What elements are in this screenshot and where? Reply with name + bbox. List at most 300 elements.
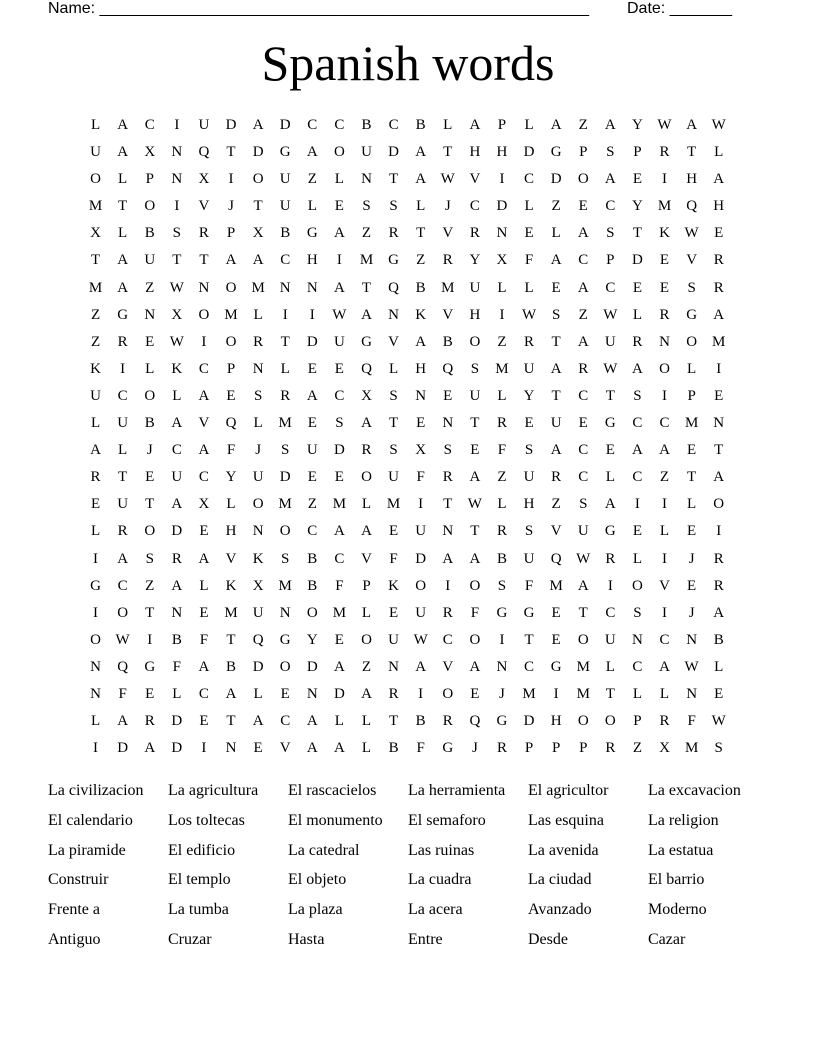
- grid-letter: A: [659, 442, 670, 459]
- name-field-label: Name: _______________________________________________________: [48, 0, 589, 17]
- grid-letter: T: [388, 171, 399, 188]
- grid-letter: V: [198, 415, 210, 432]
- grid-letter: R: [524, 333, 535, 350]
- grid-letter: E: [253, 740, 263, 757]
- grid-letter: W: [576, 550, 591, 567]
- grid-letter: N: [415, 387, 427, 404]
- grid-letter: I: [662, 604, 668, 621]
- grid-letter: J: [228, 198, 234, 215]
- grid-letter: S: [389, 442, 398, 459]
- grid-letter: P: [687, 387, 696, 404]
- grid-letter: A: [713, 171, 725, 188]
- grid-letter: O: [469, 333, 481, 350]
- grid-letter: M: [684, 415, 699, 432]
- grid-letter: A: [361, 685, 372, 702]
- grid-letter: E: [687, 577, 697, 594]
- grid-letter: A: [415, 171, 427, 188]
- grid-letter: V: [198, 198, 210, 215]
- word-list-item: Desde: [528, 930, 568, 948]
- grid-letter: O: [117, 604, 129, 621]
- grid-letter: M: [495, 360, 509, 377]
- grid-letter: N: [225, 740, 237, 757]
- grid-letter: Q: [469, 713, 481, 730]
- grid-letter: U: [144, 252, 156, 269]
- grid-letter: F: [416, 740, 425, 757]
- grid-letter: E: [280, 685, 290, 702]
- grid-letter: Y: [632, 117, 643, 133]
- grid-row: [82, 166, 742, 193]
- grid-letter: P: [226, 360, 236, 377]
- grid-letter: O: [90, 171, 101, 188]
- grid-letter: W: [467, 496, 482, 513]
- word-list-item: Cruzar: [168, 930, 212, 948]
- grid-letter: N: [713, 415, 725, 432]
- grid-letter: L: [497, 279, 507, 296]
- grid-letter: B: [361, 117, 372, 133]
- grid-letter: T: [172, 252, 182, 269]
- grid-row: [82, 329, 742, 356]
- grid-letter: C: [442, 631, 453, 648]
- grid-row: [82, 139, 742, 166]
- grid-letter: O: [252, 171, 264, 188]
- grid-letter: G: [388, 252, 399, 269]
- grid-letter: N: [198, 279, 210, 296]
- grid-letter: C: [659, 415, 670, 432]
- grid-letter: O: [361, 631, 372, 648]
- grid-letter: G: [604, 523, 616, 540]
- grid-letter: I: [716, 523, 722, 540]
- grid-letter: E: [145, 685, 155, 702]
- grid-letter: N: [279, 604, 291, 621]
- grid-letter: U: [388, 631, 399, 648]
- grid-letter: M: [359, 252, 374, 269]
- word-list-item: La agricultura: [168, 782, 259, 799]
- grid-letter: Z: [90, 306, 101, 323]
- grid-letter: E: [334, 469, 344, 486]
- page-title: Spanish words: [261, 35, 555, 91]
- grid-letter: L: [90, 415, 101, 432]
- grid-letter: I: [174, 198, 180, 215]
- grid-letter: O: [577, 171, 589, 188]
- grid-letter: Z: [632, 740, 642, 757]
- grid-letter: R: [496, 415, 507, 432]
- word-list-item: Entre: [408, 930, 443, 948]
- grid-letter: P: [633, 144, 642, 161]
- grid-letter: L: [90, 117, 101, 133]
- grid-letter: L: [524, 117, 534, 133]
- grid-letter: C: [388, 117, 399, 133]
- word-list-item: La catedral: [288, 841, 360, 859]
- grid-letter: L: [659, 685, 670, 702]
- grid-letter: R: [90, 469, 101, 486]
- grid-letter: B: [171, 631, 182, 648]
- grid-letter: O: [577, 631, 589, 648]
- grid-letter: M: [278, 496, 292, 513]
- grid-letter: A: [171, 496, 183, 513]
- grid-letter: E: [470, 442, 480, 459]
- grid-letter: A: [198, 442, 210, 459]
- grid-letter: A: [306, 387, 318, 404]
- grid-letter: W: [603, 360, 618, 377]
- grid-letter: J: [499, 685, 505, 702]
- grid-letter: E: [443, 387, 453, 404]
- grid-letter: C: [605, 604, 616, 621]
- grid-letter: B: [226, 658, 237, 675]
- grid-letter: A: [333, 523, 345, 540]
- grid-row: [82, 491, 742, 518]
- grid-letter: C: [605, 198, 616, 215]
- grid-letter: Z: [551, 496, 561, 513]
- grid-letter: N: [252, 360, 264, 377]
- grid-letter: I: [201, 740, 207, 757]
- grid-letter: B: [415, 117, 426, 133]
- grid-letter: S: [281, 442, 290, 459]
- grid-letter: E: [605, 442, 615, 459]
- grid-letter: A: [333, 279, 345, 296]
- grid-letter: T: [632, 225, 642, 242]
- word-list-item: Las ruinas: [408, 841, 475, 859]
- grid-letter: U: [171, 469, 183, 486]
- grid-letter: N: [144, 306, 156, 323]
- grid-letter: A: [577, 577, 589, 594]
- grid-row: [82, 193, 742, 220]
- grid-letter: N: [686, 631, 698, 648]
- grid-letter: D: [523, 144, 535, 161]
- grid-letter: E: [551, 279, 561, 296]
- grid-letter: B: [307, 550, 318, 567]
- letter-grid: [82, 112, 742, 762]
- grid-letter: A: [632, 442, 643, 459]
- grid-letter: I: [228, 171, 234, 188]
- grid-letter: A: [415, 333, 427, 350]
- grid-letter: A: [550, 442, 562, 459]
- grid-letter: V: [659, 577, 670, 594]
- grid-letter: E: [334, 631, 344, 648]
- grid-letter: C: [307, 523, 318, 540]
- grid-letter: G: [550, 144, 562, 161]
- grid-letter: A: [469, 658, 481, 675]
- grid-letter: X: [659, 740, 670, 757]
- grid-letter: J: [444, 198, 451, 215]
- grid-letter: G: [604, 415, 616, 432]
- grid-letter: A: [90, 442, 101, 459]
- grid-letter: U: [252, 604, 264, 621]
- grid-letter: Y: [469, 252, 481, 269]
- word-list-item: El objeto: [288, 871, 347, 889]
- grid-letter: N: [306, 685, 318, 702]
- word-list-item: La plaza: [288, 901, 343, 919]
- grid-letter: S: [145, 550, 154, 567]
- word-list-item: La avenida: [528, 841, 599, 859]
- grid-letter: A: [198, 550, 210, 567]
- grid-letter: B: [496, 550, 507, 567]
- grid-letter: Q: [361, 360, 372, 377]
- grid-letter: I: [336, 252, 342, 269]
- grid-letter: R: [388, 225, 399, 242]
- grid-letter: R: [198, 225, 209, 242]
- grid-letter: H: [469, 306, 481, 323]
- grid-letter: B: [442, 333, 453, 350]
- grid-letter: T: [524, 631, 534, 648]
- grid-letter: F: [389, 550, 398, 567]
- grid-letter: R: [659, 306, 670, 323]
- grid-letter: C: [578, 469, 589, 486]
- grid-letter: K: [171, 360, 183, 377]
- grid-letter: A: [361, 306, 372, 323]
- grid-letter: N: [496, 658, 508, 675]
- grid-letter: D: [523, 713, 535, 730]
- grid-letter: T: [90, 252, 101, 269]
- grid-letter: S: [470, 360, 480, 377]
- grid-letter: J: [471, 740, 478, 757]
- grid-letter: E: [388, 523, 399, 540]
- grid-letter: L: [172, 387, 182, 404]
- grid-letter: S: [443, 442, 452, 459]
- grid-letter: L: [280, 360, 290, 377]
- grid-letter: E: [307, 415, 317, 432]
- grid-letter: W: [332, 306, 347, 323]
- grid-letter: L: [118, 442, 128, 459]
- grid-letter: F: [687, 713, 696, 730]
- grid-letter: M: [712, 333, 726, 350]
- grid-letter: D: [225, 117, 237, 133]
- grid-letter: U: [604, 333, 616, 350]
- word-list-item: El semaforo: [408, 811, 486, 829]
- grid-letter: W: [603, 306, 618, 323]
- word-list-item: La excavacion: [648, 782, 741, 799]
- grid-letter: N: [90, 658, 101, 675]
- grid-letter: I: [662, 496, 668, 513]
- grid-letter: S: [389, 198, 398, 215]
- grid-letter: N: [252, 523, 264, 540]
- grid-letter: S: [606, 144, 615, 161]
- grid-letter: Z: [361, 225, 372, 242]
- grid-letter: B: [280, 225, 291, 242]
- grid-letter: I: [201, 333, 207, 350]
- grid-letter: N: [361, 171, 372, 188]
- grid-letter: A: [361, 415, 372, 432]
- grid-letter: A: [469, 117, 481, 133]
- grid-letter: C: [632, 469, 643, 486]
- grid-letter: E: [551, 631, 561, 648]
- grid-letter: U: [388, 469, 399, 486]
- grid-letter: L: [361, 713, 372, 730]
- grid-letter: A: [713, 306, 725, 323]
- grid-letter: M: [576, 658, 590, 675]
- grid-letter: Z: [145, 279, 155, 296]
- grid-letter: S: [524, 442, 534, 459]
- grid-letter: S: [281, 550, 290, 567]
- grid-letter: G: [279, 144, 291, 161]
- word-list-item: La estatua: [648, 841, 714, 859]
- grid-letter: T: [687, 469, 697, 486]
- grid-letter: W: [413, 631, 428, 648]
- grid-letter: O: [361, 469, 372, 486]
- grid-letter: N: [279, 279, 291, 296]
- grid-letter: A: [306, 713, 318, 730]
- word-list-item: La religion: [648, 811, 719, 829]
- grid-letter: D: [388, 144, 399, 161]
- grid-letter: L: [443, 117, 453, 133]
- grid-letter: S: [606, 225, 615, 242]
- grid-letter: N: [171, 144, 183, 161]
- word-list-item: El barrio: [648, 871, 705, 889]
- grid-letter: Q: [252, 631, 264, 648]
- grid-letter: E: [470, 685, 480, 702]
- grid-letter: Z: [416, 252, 426, 269]
- grid-letter: O: [306, 604, 318, 621]
- word-list-item: El agricultor: [528, 782, 609, 799]
- grid-letter: L: [334, 171, 344, 188]
- grid-letter: N: [306, 279, 318, 296]
- grid-letter: U: [550, 415, 562, 432]
- grid-letter: Z: [145, 577, 155, 594]
- grid-letter: E: [578, 415, 588, 432]
- grid-letter: P: [362, 577, 371, 594]
- grid-letter: M: [278, 577, 292, 594]
- grid-letter: O: [144, 198, 156, 215]
- grid-letter: U: [117, 415, 129, 432]
- grid-letter: E: [90, 496, 101, 513]
- grid-letter: T: [687, 144, 697, 161]
- grid-letter: M: [657, 198, 672, 215]
- grid-letter: Z: [497, 469, 507, 486]
- grid-letter: W: [684, 225, 699, 242]
- grid-letter: S: [389, 387, 398, 404]
- grid-letter: R: [632, 333, 643, 350]
- grid-letter: E: [307, 469, 317, 486]
- grid-letter: T: [226, 713, 236, 730]
- grid-letter: T: [605, 387, 615, 404]
- word-list-item: El edificio: [168, 841, 236, 859]
- grid-letter: C: [171, 442, 182, 459]
- grid-row: [82, 112, 742, 139]
- grid-letter: E: [578, 198, 588, 215]
- grid-letter: Q: [198, 144, 210, 161]
- grid-letter: Y: [632, 198, 643, 215]
- grid-letter: R: [442, 252, 453, 269]
- word-list-item: La acera: [408, 901, 463, 919]
- word-list-item: El calendario: [48, 811, 133, 829]
- grid-letter: L: [551, 225, 561, 242]
- grid-letter: L: [605, 469, 615, 486]
- word-list-item: La tumba: [168, 901, 229, 919]
- word-list-item: Avanzado: [528, 901, 592, 919]
- grid-letter: U: [333, 333, 345, 350]
- grid-row: [82, 464, 742, 491]
- grid-letter: G: [144, 658, 156, 675]
- grid-letter: E: [714, 685, 724, 702]
- grid-letter: E: [226, 387, 236, 404]
- grid-letter: R: [578, 360, 589, 377]
- grid-letter: V: [442, 225, 454, 242]
- word-list-item: Cazar: [648, 930, 686, 948]
- grid-letter: O: [144, 523, 156, 540]
- grid-letter: T: [416, 225, 426, 242]
- grid-row: [82, 627, 742, 654]
- grid-letter: E: [714, 387, 724, 404]
- grid-row: [82, 356, 742, 383]
- grid-letter: S: [714, 740, 723, 757]
- grid-letter: C: [334, 117, 345, 133]
- word-list-item: El monumento: [288, 811, 383, 829]
- grid-letter: C: [659, 631, 670, 648]
- grid-letter: A: [604, 171, 616, 188]
- grid-letter: V: [550, 523, 562, 540]
- grid-letter: W: [711, 117, 726, 133]
- grid-letter: H: [415, 360, 427, 377]
- grid-letter: A: [469, 469, 481, 486]
- grid-letter: A: [171, 415, 183, 432]
- grid-letter: M: [386, 496, 401, 513]
- grid-letter: R: [605, 740, 616, 757]
- grid-letter: L: [145, 360, 155, 377]
- grid-letter: L: [714, 658, 724, 675]
- grid-letter: F: [172, 658, 181, 675]
- word-list: [48, 778, 768, 957]
- grid-letter: R: [496, 523, 507, 540]
- grid-letter: U: [469, 387, 481, 404]
- grid-letter: T: [226, 144, 236, 161]
- grid-letter: C: [632, 658, 643, 675]
- grid-letter: L: [253, 415, 263, 432]
- grid-letter: J: [688, 550, 695, 567]
- grid-letter: C: [469, 198, 480, 215]
- grid-letter: U: [523, 469, 535, 486]
- grid-letter: M: [224, 306, 238, 323]
- grid-letter: P: [579, 740, 588, 757]
- grid-letter: R: [659, 713, 670, 730]
- grid-letter: X: [198, 496, 210, 513]
- grid-letter: Q: [117, 658, 129, 675]
- grid-letter: O: [577, 713, 589, 730]
- grid-letter: G: [306, 225, 318, 242]
- grid-letter: T: [551, 333, 561, 350]
- grid-letter: T: [145, 604, 155, 621]
- grid-letter: N: [496, 225, 508, 242]
- grid-letter: M: [576, 685, 590, 702]
- grid-letter: X: [415, 442, 427, 459]
- grid-letter: A: [333, 225, 345, 242]
- grid-letter: R: [659, 144, 670, 161]
- grid-letter: N: [659, 333, 670, 350]
- grid-letter: E: [199, 604, 209, 621]
- grid-letter: T: [118, 469, 128, 486]
- grid-letter: G: [686, 306, 698, 323]
- grid-letter: C: [334, 387, 345, 404]
- word-list-item: El templo: [168, 871, 231, 889]
- grid-letter: T: [443, 144, 453, 161]
- grid-letter: N: [388, 306, 399, 323]
- grid-letter: C: [307, 117, 318, 133]
- grid-row: [82, 681, 742, 708]
- grid-letter: D: [306, 333, 318, 350]
- grid-letter: D: [171, 523, 183, 540]
- grid-letter: T: [714, 442, 724, 459]
- grid-letter: I: [499, 306, 505, 323]
- grid-letter: G: [90, 577, 101, 594]
- word-list-item: Los toltecas: [168, 811, 245, 829]
- grid-letter: H: [469, 144, 481, 161]
- grid-letter: A: [604, 117, 616, 133]
- grid-letter: L: [307, 198, 317, 215]
- grid-letter: R: [551, 469, 562, 486]
- grid-row: [82, 546, 742, 573]
- grid-row: [82, 383, 742, 410]
- grid-letter: C: [578, 252, 589, 269]
- grid-letter: T: [145, 496, 155, 513]
- grid-letter: V: [469, 171, 481, 188]
